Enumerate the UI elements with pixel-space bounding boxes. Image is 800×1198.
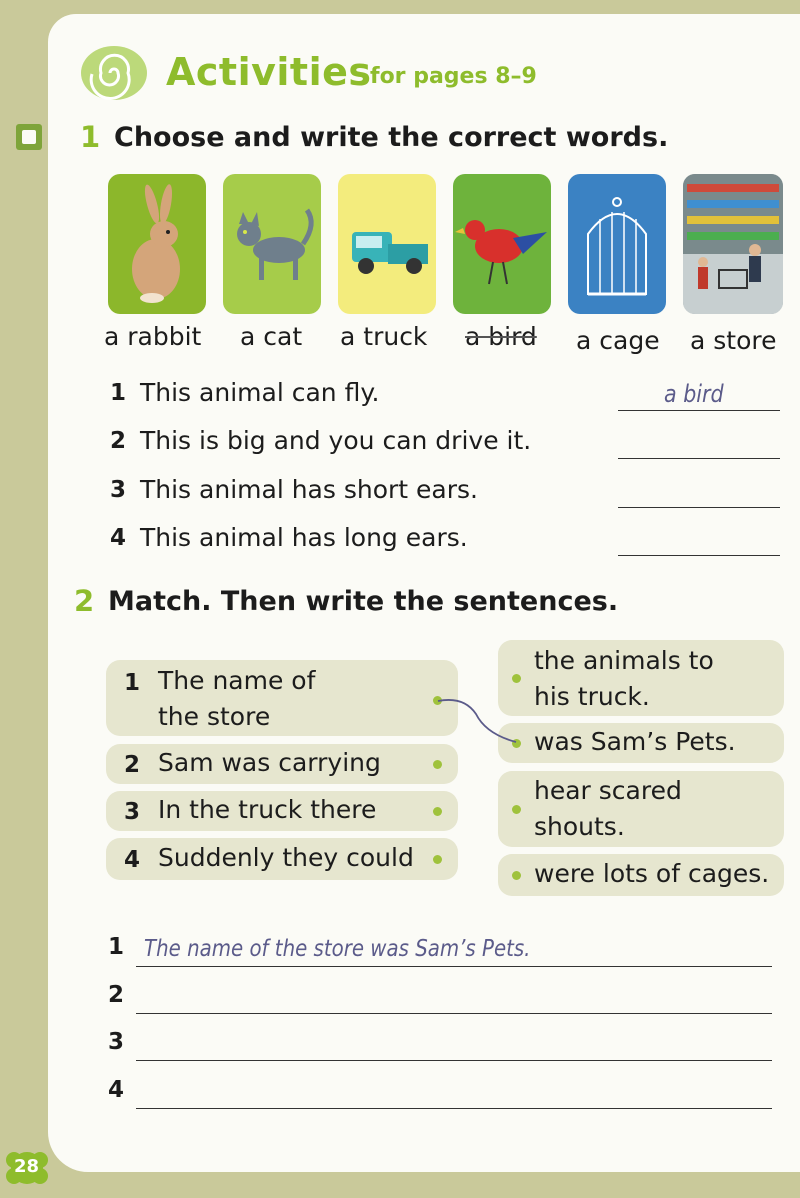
match-right-box-2[interactable] <box>498 723 784 763</box>
match-dot[interactable] <box>512 674 521 683</box>
sentence-number: 2 <box>108 982 125 1008</box>
section-1-title: Choose and write the correct words. <box>114 122 669 153</box>
question-text: This animal has long ears. <box>140 523 468 552</box>
word-option: a truck <box>340 322 428 351</box>
answer-handwriting: a bird <box>664 380 724 408</box>
match-text: was Sam’s Pets. <box>534 727 736 756</box>
sentence-number: 4 <box>108 1077 125 1103</box>
answer-line[interactable] <box>618 555 780 556</box>
rabbit-picture <box>108 174 206 314</box>
match-number: 2 <box>124 752 141 778</box>
answer-line[interactable] <box>618 410 780 411</box>
store-picture <box>683 174 783 314</box>
section-2-title: Match. Then write the sentences. <box>108 586 619 617</box>
question-number: 1 <box>110 380 127 406</box>
match-text: hear scared <box>534 776 682 805</box>
page-number: 28 <box>14 1156 40 1177</box>
match-connector-line <box>430 690 520 750</box>
sentence-handwriting: The name of the store was Sam’s Pets. <box>144 936 531 962</box>
match-left-box-4[interactable] <box>106 838 458 880</box>
match-dot[interactable] <box>512 871 521 880</box>
match-text: his truck. <box>534 682 650 711</box>
match-text: the animals to <box>534 646 714 675</box>
match-dot[interactable] <box>433 760 442 769</box>
match-right-box-3[interactable] <box>498 771 784 847</box>
question-text: This is big and you can drive it. <box>140 426 532 455</box>
match-text: In the truck there <box>158 795 377 824</box>
section-1-number: 1 <box>80 120 101 154</box>
question-number: 3 <box>110 477 127 503</box>
match-left-box-1[interactable] <box>106 660 458 736</box>
match-text: shouts. <box>534 812 625 841</box>
match-right-box-1[interactable] <box>498 640 784 716</box>
question-number: 4 <box>110 525 127 551</box>
word-option: a cat <box>240 322 303 351</box>
sentence-number: 3 <box>108 1029 125 1055</box>
match-dot[interactable] <box>433 855 442 864</box>
truck-picture <box>338 174 436 314</box>
swirl-logo-icon <box>78 42 150 104</box>
cat-picture <box>223 174 321 314</box>
match-dot[interactable] <box>433 807 442 816</box>
cage-picture <box>568 174 666 314</box>
word-option: a rabbit <box>104 322 202 351</box>
activities-subtitle: for pages 8–9 <box>370 64 537 89</box>
match-text: Suddenly they could <box>158 843 414 872</box>
answer-line[interactable] <box>618 458 780 459</box>
section-2-number: 2 <box>74 584 95 618</box>
sentence-line[interactable] <box>136 1060 772 1061</box>
audio-track-icon <box>16 124 42 150</box>
word-option: a cage <box>576 326 660 355</box>
bird-picture <box>453 174 551 314</box>
answer-line[interactable] <box>618 507 780 508</box>
word-option-used: a bird <box>465 322 537 351</box>
question-number: 2 <box>110 428 127 454</box>
match-text: the store <box>158 702 271 731</box>
match-text: Sam was carrying <box>158 748 381 777</box>
word-option: a store <box>690 326 777 355</box>
match-dot[interactable] <box>512 805 521 814</box>
match-number: 1 <box>124 670 141 696</box>
match-text: The name of <box>158 666 316 695</box>
activities-title: Activities <box>166 50 372 94</box>
match-number: 4 <box>124 847 141 873</box>
sentence-line[interactable] <box>136 966 772 967</box>
match-number: 3 <box>124 799 141 825</box>
sentence-line[interactable] <box>136 1013 772 1014</box>
question-text: This animal has short ears. <box>140 475 478 504</box>
match-left-box-3[interactable] <box>106 791 458 831</box>
sentence-number: 1 <box>108 934 125 960</box>
match-right-box-4[interactable] <box>498 854 784 896</box>
sentence-line[interactable] <box>136 1108 772 1109</box>
question-text: This animal can fly. <box>140 378 380 407</box>
match-text: were lots of cages. <box>534 859 770 888</box>
match-left-box-2[interactable] <box>106 744 458 784</box>
